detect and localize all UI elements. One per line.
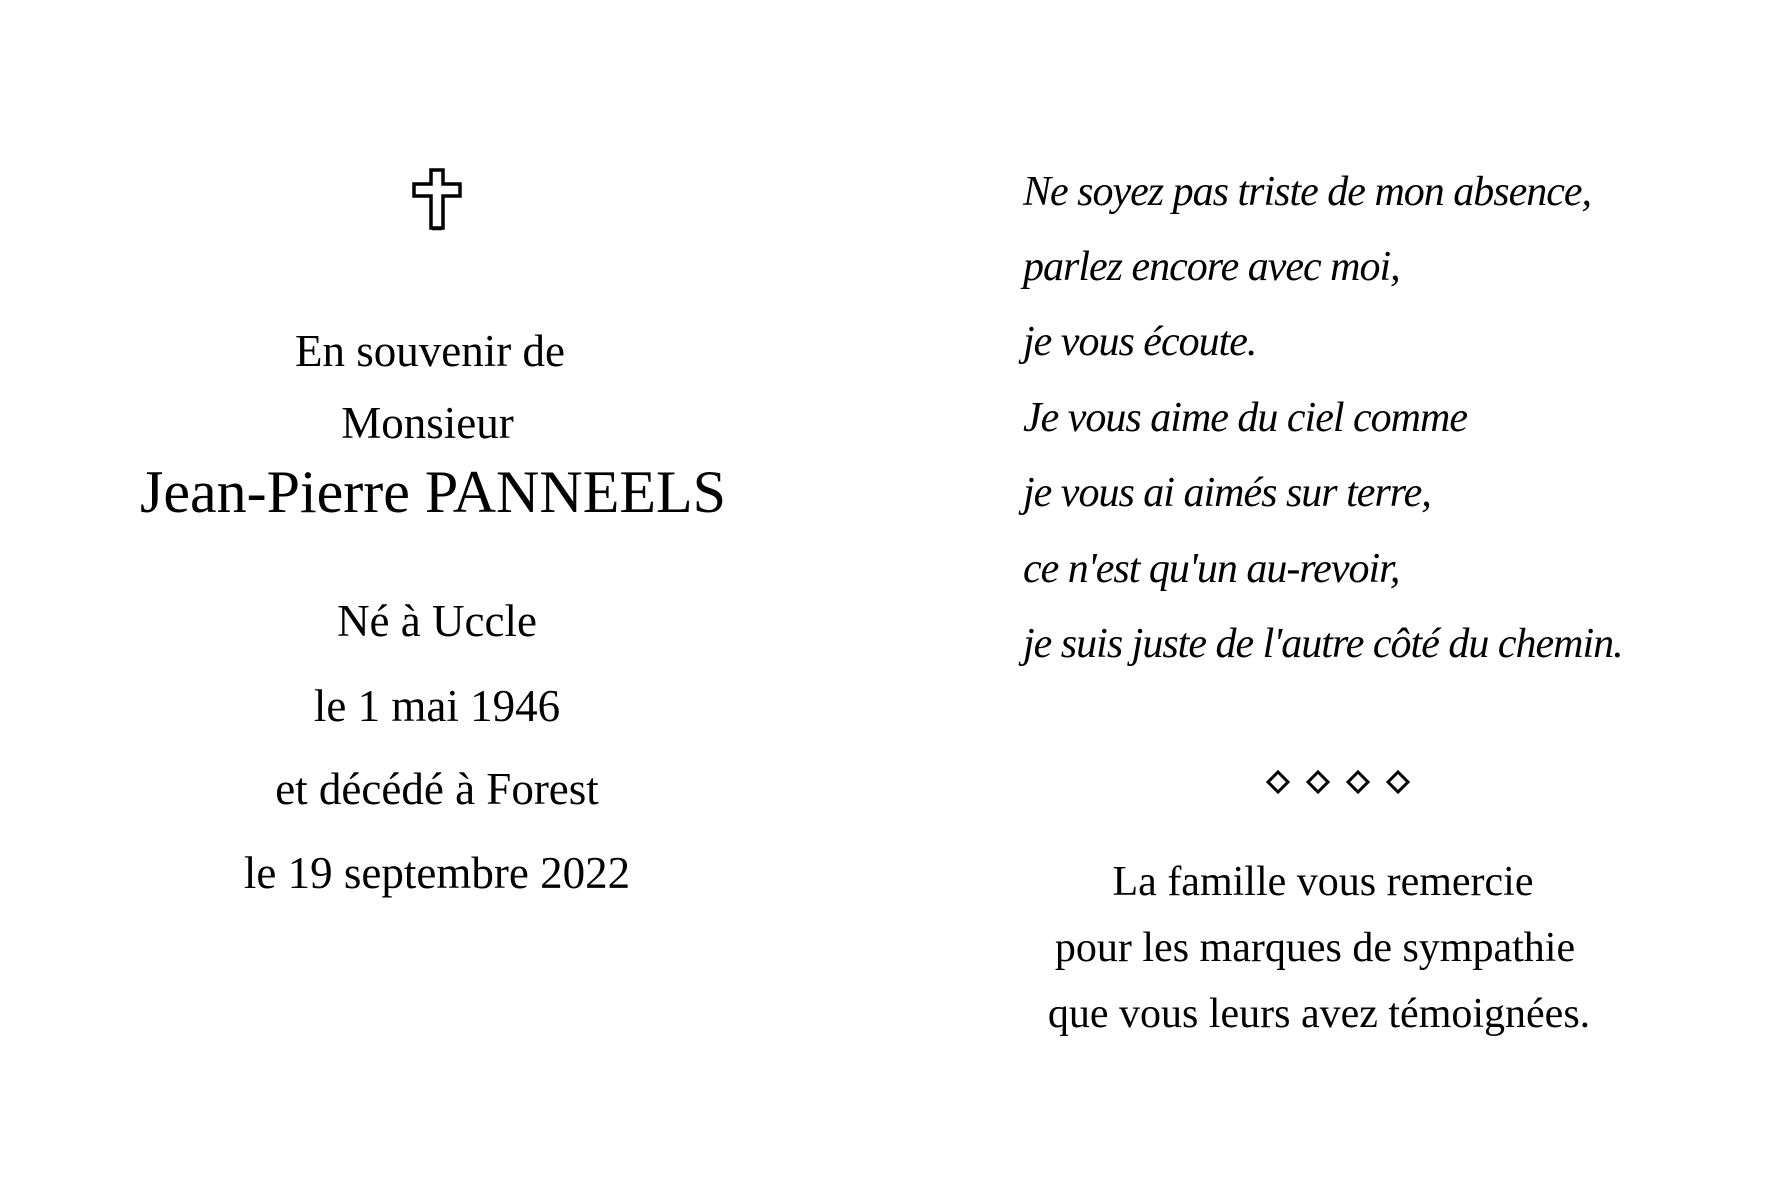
- thanks-line: que vous leurs avez témoignées.: [1047, 991, 1591, 1037]
- thanks-line: La famille vous remercie: [1112, 859, 1534, 905]
- deceased-name: Jean-Pierre PANNEELS: [139, 459, 727, 525]
- intro-text: En souvenir de: [295, 326, 565, 376]
- poem-line: Ne soyez pas triste de mon absence,: [1023, 169, 1592, 215]
- diamonds-ornament-icon: [1261, 765, 1421, 799]
- thanks-line: pour les marques de sympathie: [1054, 925, 1576, 971]
- poem-line: je vous écoute.: [1023, 319, 1257, 365]
- death-place: et décédé à Forest: [275, 764, 599, 814]
- poem-line: ce n'est qu'un au-revoir,: [1023, 546, 1400, 592]
- birth-date: le 1 mai 1946: [313, 681, 561, 731]
- memorial-card-right-panel: [886, 0, 1772, 1181]
- poem-line: parlez encore avec moi,: [1023, 244, 1400, 290]
- honorific-text: Monsieur: [341, 398, 514, 448]
- birth-place: Né à Uccle: [337, 596, 537, 646]
- poem-line: je suis juste de l'autre côté du chemin.: [1023, 621, 1623, 667]
- death-date: le 19 septembre 2022: [243, 848, 631, 898]
- poem-line: Je vous aime du ciel comme: [1023, 395, 1467, 441]
- cross-icon: [410, 168, 464, 232]
- poem-line: je vous ai aimés sur terre,: [1023, 470, 1431, 516]
